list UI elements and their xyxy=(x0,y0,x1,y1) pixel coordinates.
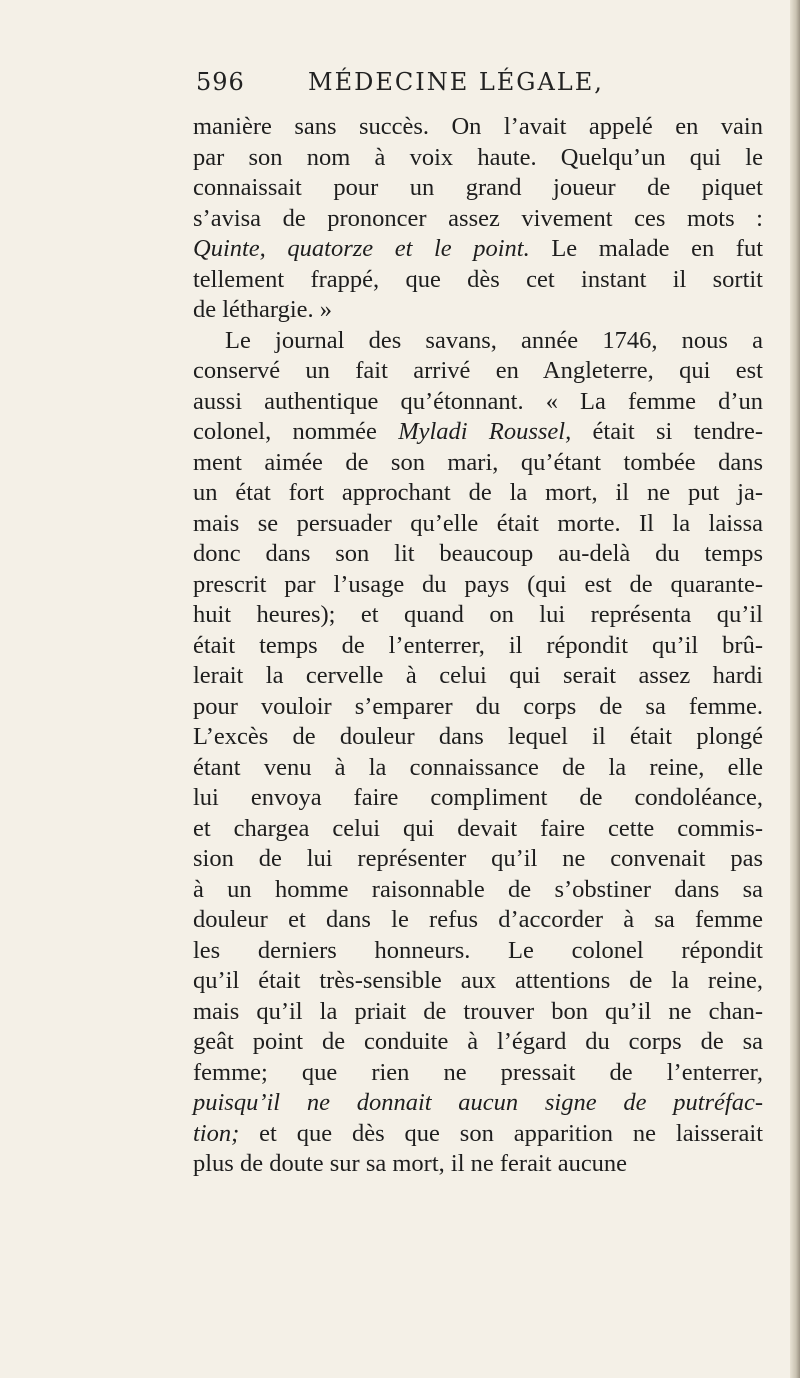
text-line xyxy=(193,814,763,845)
text-line xyxy=(193,204,763,235)
text-line xyxy=(193,234,763,265)
line-text: mais se persuader qu’elle était morte. Il la laissa xyxy=(193,509,763,537)
line-text: plus de doute sur sa mort, il ne ferait aucune xyxy=(193,1150,628,1177)
text-line xyxy=(193,417,763,448)
line-text: sion de lui représenter qu’il ne convenait pas xyxy=(193,845,763,872)
text-line xyxy=(193,539,763,570)
line-text: et que dès que son apparition ne laisserait xyxy=(239,1119,763,1147)
line-text: femme; que rien ne pressait de l’enterrer, xyxy=(193,1058,763,1086)
italic-text: Myladi Roussel, xyxy=(398,418,572,445)
text-line xyxy=(193,387,763,418)
line-text: L’excès de douleur dans lequel il était plongé xyxy=(193,723,763,750)
text-line xyxy=(193,478,763,509)
line-text: était temps de l’enterrer, il répondit qu’il brû- xyxy=(193,631,763,659)
line-text: manière sans succès. On l’avait appelé en vain xyxy=(193,113,763,140)
text-line xyxy=(193,1088,763,1119)
line-text: par son nom à voix haute. Quelqu’un qui le xyxy=(193,143,763,171)
text-line xyxy=(193,600,763,631)
text-line xyxy=(193,112,763,143)
line-text: les derniers honneurs. Le colonel répondit xyxy=(193,936,763,964)
running-header xyxy=(196,68,756,108)
text-line xyxy=(193,143,763,174)
body-text xyxy=(193,112,763,1180)
text-line xyxy=(193,509,763,540)
italic-text: puisqu’il ne donnait aucun signe de putréfac- xyxy=(193,1089,763,1116)
text-line xyxy=(193,722,763,753)
text-line xyxy=(193,265,763,296)
text-line xyxy=(193,1149,763,1180)
line-text: était si tendre- xyxy=(571,418,763,445)
line-text: huit heures); et quand on lui représenta qu’il xyxy=(193,601,763,628)
line-text: et chargea celui qui devait faire cette commis- xyxy=(193,814,763,842)
text-line xyxy=(193,356,763,387)
text-line xyxy=(193,1058,763,1089)
text-line xyxy=(193,753,763,784)
text-line xyxy=(193,936,763,967)
line-text: de léthargie. » xyxy=(193,296,333,323)
page-edge xyxy=(790,0,800,1378)
line-text: prescrit par l’usage du pays (qui est de quarante- xyxy=(193,570,763,598)
line-text: lui envoya faire compliment de condoléance, xyxy=(193,784,763,811)
line-text: à un homme raisonnable de s’obstiner dans sa xyxy=(193,875,763,903)
text-line xyxy=(193,966,763,997)
line-text: donc dans son lit beaucoup au-delà du temps xyxy=(193,540,763,567)
italic-text: tion; xyxy=(193,1119,240,1147)
text-line xyxy=(193,844,763,875)
line-text: aussi authentique qu’étonnant. « La femme d’un xyxy=(193,387,763,415)
line-text: Le malade en fut xyxy=(529,235,763,262)
line-text: s’avisa de prononcer assez vivement ces mots : xyxy=(193,204,763,232)
text-line xyxy=(193,661,763,692)
line-text: douleur et dans le refus d’accorder à sa femme xyxy=(193,906,763,933)
page-number: 596 xyxy=(196,68,245,96)
text-line xyxy=(193,448,763,479)
line-text: mais qu’il la priait de trouver bon qu’il ne chan- xyxy=(193,997,763,1025)
line-text: lerait la cervelle à celui qui serait assez hardi xyxy=(193,662,763,689)
text-line xyxy=(193,173,763,204)
text-line xyxy=(193,326,763,357)
line-text: conservé un fait arrivé en Angleterre, qui est xyxy=(193,357,763,384)
running-title: MÉDECINE LÉGALE, xyxy=(308,68,604,96)
text-line xyxy=(193,692,763,723)
text-line xyxy=(193,997,763,1028)
text-line xyxy=(193,570,763,601)
text-line xyxy=(193,295,763,326)
line-text: geât point de conduite à l’égard du corps de sa xyxy=(193,1028,763,1055)
line-text: étant venu à la connaissance de la reine, elle xyxy=(193,753,763,781)
line-text: pour vouloir s’emparer du corps de sa femme. xyxy=(193,692,763,720)
text-line xyxy=(193,1027,763,1058)
text-line xyxy=(193,905,763,936)
text-line xyxy=(193,631,763,662)
line-text: qu’il était très-sensible aux attentions de la reine, xyxy=(193,967,763,994)
line-text: colonel, nommée xyxy=(193,418,399,445)
text-line xyxy=(193,1119,763,1150)
text-line xyxy=(193,875,763,906)
line-text: ment aimée de son mari, qu’étant tombée dans xyxy=(193,448,763,476)
text-line xyxy=(193,783,763,814)
line-text: connaissait pour un grand joueur de piquet xyxy=(193,174,763,201)
italic-text: Quinte, quatorze et le point. xyxy=(193,235,530,262)
line-text: Le journal des savans, année 1746, nous a xyxy=(225,326,763,354)
line-text: un état fort approchant de la mort, il ne put ja- xyxy=(193,479,763,506)
line-text: tellement frappé, que dès cet instant il sortit xyxy=(193,265,763,293)
